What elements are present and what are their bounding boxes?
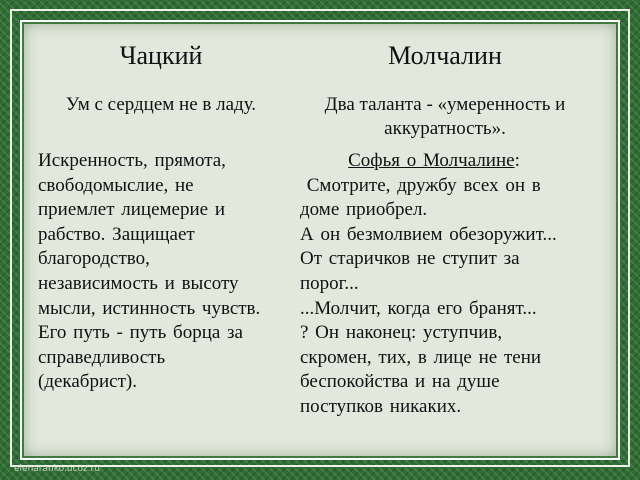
text-line: справедливость [38,346,166,368]
text-line: (декабрист). [38,371,137,393]
quote-title-colon: : [514,150,520,171]
text-line: свободомыслие, не [38,174,194,196]
text-line: От старичков не ступит за [300,248,520,270]
lead-chatsky: Ум с сердцем не в ладу. [65,94,257,115]
text-line: мысли, истинность чувств. [38,297,261,319]
lead-molchalin-line-2: аккуратность». [384,118,506,139]
text-line: ? Он наконец: уступчив, [300,322,503,344]
text-line: ...Молчит, когда его бранят... [300,297,537,319]
text-line: Его путь - путь борца за [38,322,243,344]
text-line: рабство. Защищает [38,223,195,245]
lead-molchalin [298,93,592,141]
header-molchalin: Молчалин [388,41,502,70]
text-line: беспокойства и на душе [300,371,500,393]
quote-title: Софья о Молчалине [348,150,515,171]
text-line: благородство, [38,248,150,270]
text-line: Смотрите, дружбу всех он в [300,174,541,196]
text-line: поступков никаких. [300,395,462,417]
lead-molchalin-line-1: Два таланта - «умеренность и [324,94,566,115]
text-line: порог... [300,272,359,294]
chatsky-description [38,149,300,395]
text-line: А он безмолвием обезоружит... [300,223,557,245]
watermark-text: elenaranko.ucoz.ru [14,464,100,474]
molchalin-description [300,149,596,420]
text-line: независимость и высоту [38,272,239,294]
text-line: доме приобрел. [300,199,428,221]
text-line: приемлет лицемерие и [38,199,225,221]
text-line: скромен, тих, в лице не тени [300,346,542,368]
quote-title-line [300,149,568,174]
text-line: Искренность, прямота, [38,150,226,171]
header-chatsky: Чацкий [119,41,203,70]
